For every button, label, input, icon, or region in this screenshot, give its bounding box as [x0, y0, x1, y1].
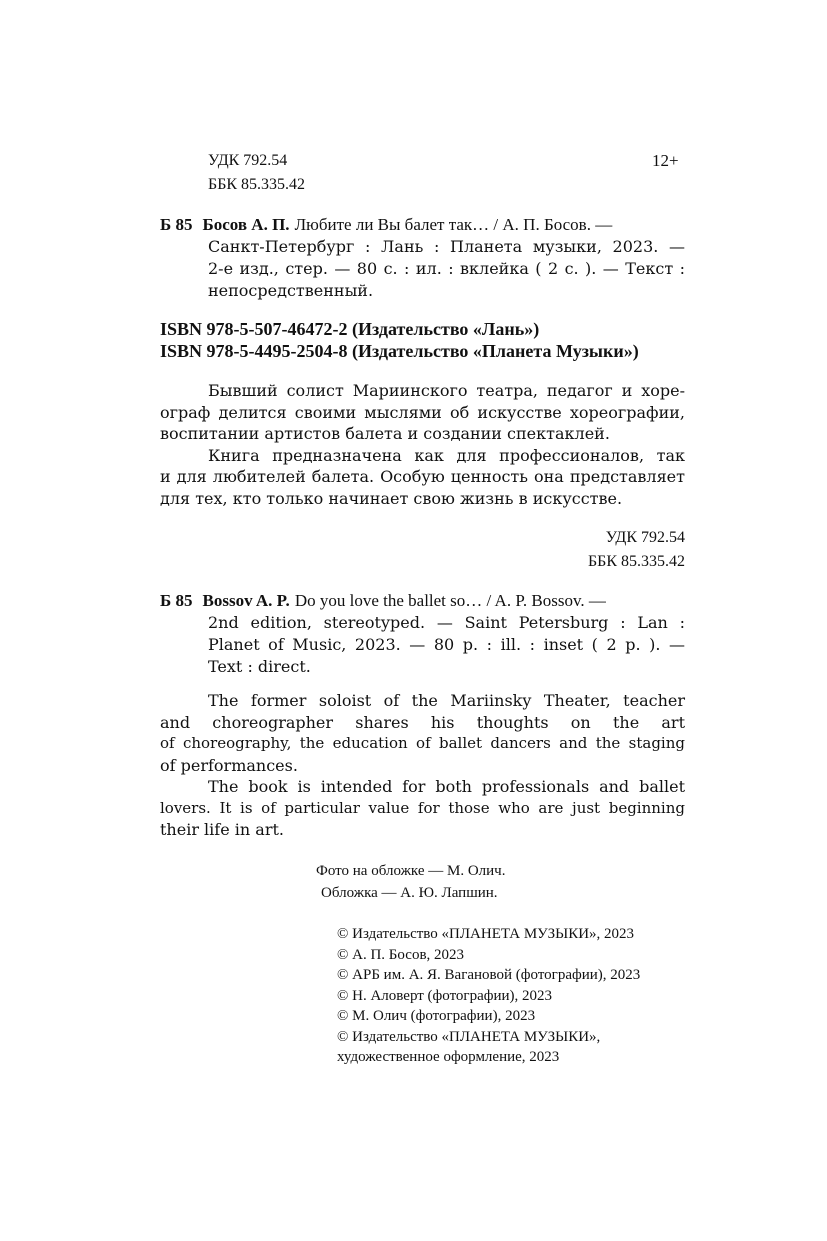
copyright-line: художественное оформление, 2023	[337, 1049, 560, 1065]
isbn-lan: ISBN 978-5-507-46472-2 (Издательство «Лань»)	[160, 319, 540, 339]
en-abstract-line: lovers. It is of particular value for those who are just beginning	[160, 798, 685, 817]
ru-record-line2: Санкт-Петербург : Лань : Планета музыки, 2023. —	[208, 237, 685, 256]
ru-abstract-line: для тех, кто только начинает свою жизнь в искусстве.	[160, 488, 623, 508]
credit-photo: Фото на обложке — М. Олич.	[316, 863, 506, 879]
en-abstract-line: of performances.	[160, 755, 298, 775]
ru-record	[160, 214, 685, 302]
en-record-line3: Planet of Music, 2023. — 80 p. : ill. : inset ( 2 p. ). —	[208, 635, 685, 654]
ru-abstract-line: воспитании артистов балета и создании спектаклей.	[160, 424, 610, 443]
en-record-author: Bossov A. P.	[202, 591, 290, 610]
ru-abstract-line: ограф делится своими мыслями об искусстве хореографии,	[160, 402, 685, 422]
udk-top: УДК 792.54	[208, 152, 288, 169]
credit-cover: Обложка — А. Ю. Лапшин.	[321, 885, 498, 901]
en-record-line4: Text : direct.	[208, 657, 311, 676]
en-abstract-line: The former soloist of the Mariinsky Theater, teacher	[208, 691, 685, 710]
ru-record-code: Б 85	[160, 215, 193, 234]
ru-abstract-line: и для любителей балета. Особую ценность она представляет	[160, 467, 685, 486]
isbn-planeta: ISBN 978-5-4495-2504-8 (Издательство «Планета Музыки»)	[160, 341, 639, 361]
bbk-mid: ББК 85.335.42	[587, 553, 685, 570]
bbk-top: ББК 85.335.42	[208, 176, 306, 193]
ru-record-line4: непосредственный.	[208, 281, 374, 300]
ru-abstract-line: Бывший солист Мариинского театра, педагог и хоре-	[208, 381, 685, 400]
age-rating: 12+	[652, 151, 679, 170]
ru-record-author: Босов А. П.	[202, 215, 290, 234]
en-abstract-line: of choreography, the education of ballet dancers and the staging	[160, 734, 685, 752]
en-abstract	[160, 690, 685, 841]
copyright-line: © М. Олич (фотографии), 2023	[337, 1008, 536, 1024]
copyright-line: © АРБ им. А. Я. Вагановой (фотографии), 2023	[337, 967, 641, 983]
udk-mid: УДК 792.54	[605, 529, 685, 546]
ru-abstract-line: Книга предназначена как для профессионалов, так	[208, 445, 685, 465]
ru-record-line3: 2-е изд., стер. — 80 с. : ил. : вклейка ( 2 с. ). — Текст :	[208, 259, 685, 278]
en-record	[160, 590, 685, 678]
en-record-line2: 2nd edition, stereotyped. — Saint Petersburg : Lan :	[208, 613, 685, 632]
en-record-title: Do you love the ballet so… / A. P. Bossov. —	[294, 591, 606, 610]
copyright-line: © Издательство «ПЛАНЕТА МУЗЫКИ», 2023	[337, 926, 635, 942]
en-record-code: Б 85	[160, 591, 193, 610]
ru-abstract	[160, 380, 685, 509]
en-abstract-line: and choreographer shares his thoughts on the art	[160, 712, 685, 732]
copyright-line: © А. П. Босов, 2023	[337, 946, 465, 963]
en-abstract-line: their life in art.	[160, 820, 284, 839]
copyright-line: © Н. Аловерт (фотографии), 2023	[337, 987, 553, 1004]
ru-record-title: Любите ли Вы балет так… / А. П. Босов. —	[294, 215, 613, 234]
copyright-line: © Издательство «ПЛАНЕТА МУЗЫКИ»,	[337, 1028, 601, 1045]
en-abstract-line: The book is intended for both professionals and ballet	[208, 777, 685, 796]
